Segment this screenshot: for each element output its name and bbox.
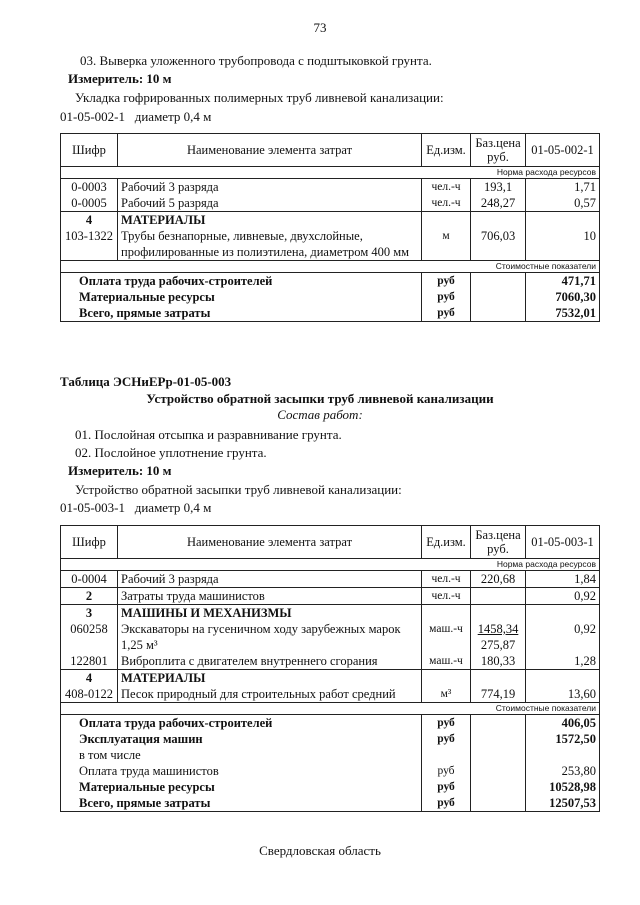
table-row	[61, 179, 600, 196]
footer-region: Свердловская область	[259, 843, 381, 858]
work-item: 03. Выверка уложенного трубопровода с подштыковкой грунта.	[80, 53, 432, 68]
price-cell	[471, 212, 526, 229]
table-row	[61, 686, 600, 703]
unit: маш.-ч	[422, 621, 471, 653]
total-unit: руб	[422, 779, 471, 795]
unit: маш.-ч	[422, 653, 471, 670]
total-unit: руб	[422, 763, 471, 779]
table-row	[61, 621, 600, 653]
price-cell	[471, 289, 526, 305]
table-row	[61, 571, 600, 588]
unit: м	[422, 228, 471, 261]
resource-name: Затраты труда машинистов	[118, 588, 422, 605]
resource-name: Рабочий 5 разряда	[118, 195, 422, 212]
base-price: 180,33	[471, 653, 526, 670]
header-row	[61, 526, 600, 559]
norm-value: 1,84	[526, 571, 600, 588]
table-title: Устройство обратной засыпки труб ливневой канализации	[146, 391, 494, 406]
group-name: МАТЕРИАЛЫ	[118, 670, 422, 687]
column-header-name: Наименование элемента затрат	[118, 134, 422, 167]
norm-value: 10	[526, 228, 600, 261]
value-cell	[526, 212, 600, 229]
meter: Измеритель: 10 м	[68, 463, 172, 478]
unit: чел.-ч	[422, 588, 471, 605]
meter: Измеритель: 10 м	[68, 71, 172, 86]
description: Устройство обратной засыпки труб ливневой канализации:	[75, 482, 402, 497]
total-row	[61, 273, 600, 290]
base-price: 706,03	[471, 228, 526, 261]
total-row	[61, 747, 600, 763]
total-value: 471,71	[526, 273, 600, 290]
resource-name: Рабочий 3 разряда	[118, 179, 422, 196]
base-price	[471, 621, 526, 653]
total-unit	[422, 747, 471, 763]
resource-code: 060258	[61, 621, 118, 653]
work-item: 01. Послойная отсыпка и разравнивание грунта.	[75, 427, 342, 442]
total-unit: руб	[422, 715, 471, 732]
base-price: 220,68	[471, 571, 526, 588]
composition-heading: Состав работ:	[277, 407, 363, 422]
base-price-secondary: 275,87	[480, 638, 516, 652]
total-unit: руб	[422, 273, 471, 290]
table-id: Таблица ЭСНиЕРр-01-05-003	[60, 374, 232, 389]
column-header-price: Баз.цена руб.	[471, 134, 526, 167]
base-price	[471, 588, 526, 605]
resource-code: 103-1322	[61, 228, 118, 261]
resource-code: 122801	[61, 653, 118, 670]
section-row	[61, 167, 600, 179]
total-row	[61, 763, 600, 779]
section-label: Стоимостные показатели	[61, 703, 600, 715]
value-cell	[526, 605, 600, 622]
unit: чел.-ч	[422, 571, 471, 588]
resource-name: Экскаваторы на гусеничном ходу зарубежных марок 1,25 м³	[118, 621, 422, 653]
table-row	[61, 228, 600, 261]
resource-name: Рабочий 3 разряда	[118, 571, 422, 588]
column-header-value: 01-05-003-1	[526, 526, 600, 559]
base-price: 193,1	[471, 179, 526, 196]
resource-table-1	[60, 133, 600, 322]
base-price: 774,19	[471, 686, 526, 703]
base-price-value: 1458,34	[477, 622, 519, 636]
total-row	[61, 795, 600, 812]
column-header-price: Баз.цена руб.	[471, 526, 526, 559]
norm-value: 1,71	[526, 179, 600, 196]
price-cell	[471, 305, 526, 322]
resource-name: Виброплита с двигателем внутреннего сгорания	[118, 653, 422, 670]
price-cell	[471, 715, 526, 732]
resource-code: 0-0003	[61, 179, 118, 196]
variant: 01-05-002-1 диаметр 0,4 м	[60, 109, 212, 124]
unit-cell	[422, 212, 471, 229]
total-row	[61, 715, 600, 732]
price-cell	[471, 731, 526, 747]
group-row	[61, 212, 600, 229]
column-header-code: Шифр	[61, 526, 118, 559]
total-value	[526, 747, 600, 763]
total-unit: руб	[422, 305, 471, 322]
total-row	[61, 779, 600, 795]
price-cell	[471, 795, 526, 812]
section-label: Норма расхода ресурсов	[61, 559, 600, 571]
work-item: 02. Послойное уплотнение грунта.	[75, 445, 267, 460]
total-label: Всего, прямые затраты	[61, 795, 422, 812]
resource-name: Песок природный для строительных работ средний	[118, 686, 422, 703]
norm-value: 0,57	[526, 195, 600, 212]
total-label: Эксплуатация машин	[61, 731, 422, 747]
total-label: Всего, прямые затраты	[61, 305, 422, 322]
header-row	[61, 134, 600, 167]
resource-name: Трубы безнапорные, ливневые, двухслойные, профилированные из полиэтилена, диаметром 400 мм	[118, 228, 422, 261]
column-header-name: Наименование элемента затрат	[118, 526, 422, 559]
total-label: Материальные ресурсы	[61, 779, 422, 795]
resource-code: 2	[61, 588, 118, 605]
price-cell	[471, 763, 526, 779]
page-number: 73	[313, 20, 327, 35]
group-row	[61, 605, 600, 622]
total-value: 1572,50	[526, 731, 600, 747]
total-label: Оплата труда машинистов	[61, 763, 422, 779]
total-value: 7532,01	[526, 305, 600, 322]
table-row	[61, 195, 600, 212]
unit-cell	[422, 670, 471, 687]
total-value: 10528,98	[526, 779, 600, 795]
group-code: 4	[61, 670, 118, 687]
variant: 01-05-003-1 диаметр 0,4 м	[60, 500, 212, 515]
total-value: 406,05	[526, 715, 600, 732]
section-label: Стоимостные показатели	[61, 261, 600, 273]
price-cell	[471, 605, 526, 622]
price-cell	[471, 779, 526, 795]
norm-value: 13,60	[526, 686, 600, 703]
column-header-value: 01-05-002-1	[526, 134, 600, 167]
group-code: 4	[61, 212, 118, 229]
column-header-unit: Ед.изм.	[422, 526, 471, 559]
table-row	[61, 588, 600, 605]
group-name: МАТЕРИАЛЫ	[118, 212, 422, 229]
total-label: в том числе	[61, 747, 422, 763]
norm-value: 0,92	[526, 588, 600, 605]
total-label: Оплата труда рабочих-строителей	[61, 273, 422, 290]
resource-code: 0-0005	[61, 195, 118, 212]
total-row	[61, 731, 600, 747]
resource-code: 0-0004	[61, 571, 118, 588]
total-unit: руб	[422, 731, 471, 747]
norm-value: 1,28	[526, 653, 600, 670]
price-cell	[471, 273, 526, 290]
total-unit: руб	[422, 795, 471, 812]
description: Укладка гофрированных полимерных труб ливневой канализации:	[75, 90, 444, 105]
total-label: Материальные ресурсы	[61, 289, 422, 305]
norm-value: 0,92	[526, 621, 600, 653]
section-label: Норма расхода ресурсов	[61, 167, 600, 179]
unit: чел.-ч	[422, 195, 471, 212]
total-value: 7060,30	[526, 289, 600, 305]
resource-table-2	[60, 525, 600, 812]
group-name: МАШИНЫ И МЕХАНИЗМЫ	[118, 605, 422, 622]
column-header-code: Шифр	[61, 134, 118, 167]
group-code: 3	[61, 605, 118, 622]
resource-code: 408-0122	[61, 686, 118, 703]
price-cell	[471, 747, 526, 763]
unit: м³	[422, 686, 471, 703]
total-value: 253,80	[526, 763, 600, 779]
total-value: 12507,53	[526, 795, 600, 812]
unit: чел.-ч	[422, 179, 471, 196]
value-cell	[526, 670, 600, 687]
total-row	[61, 305, 600, 322]
table-row	[61, 653, 600, 670]
section-row	[61, 261, 600, 273]
total-row	[61, 289, 600, 305]
unit-cell	[422, 605, 471, 622]
section-row	[61, 559, 600, 571]
section-row	[61, 703, 600, 715]
base-price: 248,27	[471, 195, 526, 212]
column-header-unit: Ед.изм.	[422, 134, 471, 167]
total-label: Оплата труда рабочих-строителей	[61, 715, 422, 732]
group-row	[61, 670, 600, 687]
price-cell	[471, 670, 526, 687]
total-unit: руб	[422, 289, 471, 305]
